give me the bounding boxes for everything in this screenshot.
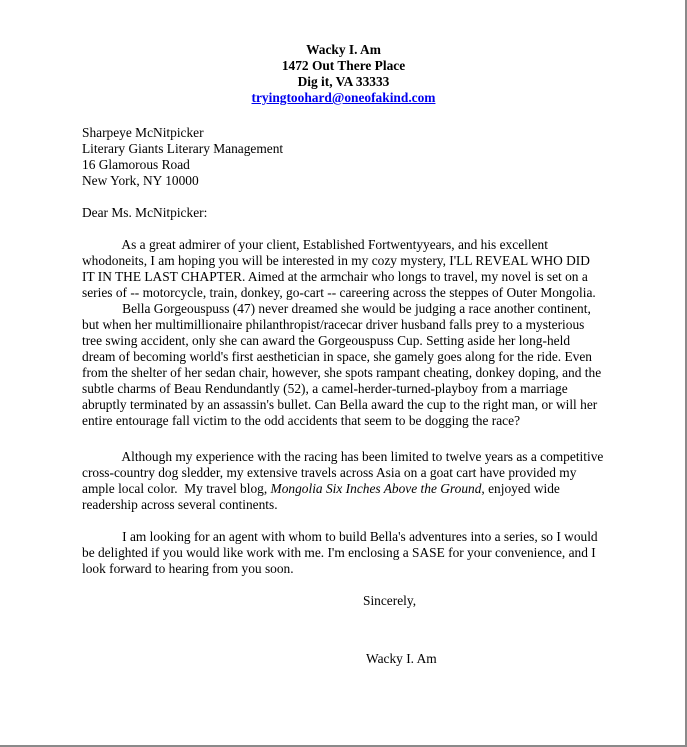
paragraph-line: abruptly terminated by an assassin's bullet. Can Bella award the cup to the right man, or will her <box>82 397 598 412</box>
salutation: Dear Ms. McNitpicker: <box>82 205 208 220</box>
recipient-city: New York, NY 10000 <box>82 173 199 188</box>
recipient-street: 16 Glamorous Road <box>82 157 190 172</box>
paragraph-closing <box>82 529 622 577</box>
paragraph-line: dream of becoming world's first aesthetician in space, she gamely goes along for the ride. Even <box>82 349 592 364</box>
recipient-name: Sharpeye McNitpicker <box>82 125 204 140</box>
paragraph-line: I am looking for an agent with whom to build Bella's adventures into a series, so I would <box>82 529 598 544</box>
paragraph-line: look forward to hearing from you soon. <box>82 561 294 576</box>
paragraph-line: readership across several continents. <box>82 497 278 512</box>
blog-sentence-start: ample local color. My travel blog, <box>82 481 271 496</box>
letterhead <box>0 42 687 106</box>
paragraph-line: cross-country dog sledder, my extensive travels across Asia on a goat cart have provided my <box>82 465 577 480</box>
paragraph-line <box>82 481 622 497</box>
paragraph-line: As a great admirer of your client, Established Fortwentyyears, and his excellent <box>82 237 548 252</box>
paragraph-line: entire entourage fall victim to the odd accidents that seem to be dogging the race? <box>82 413 521 428</box>
sender-email-link[interactable]: tryingtoohard@oneofakind.com <box>251 90 436 105</box>
complimentary-close: Sincerely, <box>363 593 417 608</box>
recipient-address <box>82 125 622 189</box>
recipient-company: Literary Giants Literary Management <box>82 141 284 156</box>
sender-city: Dig it, VA 33333 <box>297 74 390 89</box>
paragraph-line: from the shelter of her sedan chair, however, she spots rampant cheating, donkey doping, and the <box>82 365 602 380</box>
paragraph-line: tree swing accident, only she can award the Gorgeouspuss Cup. Setting aside her long-held <box>82 333 571 348</box>
paragraph-bio <box>82 449 622 513</box>
blog-sentence-end: , enjoyed wide <box>481 481 560 496</box>
blog-title: Mongolia Six Inches Above the Ground <box>270 481 482 496</box>
paragraph-line: be delighted if you would like work with me. I'm enclosing a SASE for your convenience, and I <box>82 545 596 560</box>
paragraph-line: whodoneits, I am hoping you will be interested in my cozy mystery, I'LL REVEAL WHO DID <box>82 253 590 268</box>
paragraph-line: but when her multimillionaire philanthropist/racecar driver husband falls prey to a mysterious <box>82 317 585 332</box>
paragraph-line: series of -- motorcycle, train, donkey, go-cart -- careering across the steppes of Outer Mongolia. <box>82 285 596 300</box>
paragraph-line: IT IN THE LAST CHAPTER. Aimed at the armchair who longs to travel, my novel is set on a <box>82 269 588 284</box>
paragraph-synopsis <box>82 301 622 429</box>
sender-street: 1472 Out There Place <box>281 58 406 73</box>
sender-name: Wacky I. Am <box>306 42 381 57</box>
paragraph-intro <box>82 237 622 301</box>
paragraph-line: Bella Gorgeouspuss (47) never dreamed she would be judging a race another continent, <box>82 301 591 316</box>
paragraph-line: Although my experience with the racing has been limited to twelve years as a competitive <box>82 449 604 464</box>
signature-name: Wacky I. Am <box>366 651 437 666</box>
paragraph-line: subtle charms of Beau Rendundantly (52), a camel-herder-turned-playboy from a marriage <box>82 381 568 396</box>
